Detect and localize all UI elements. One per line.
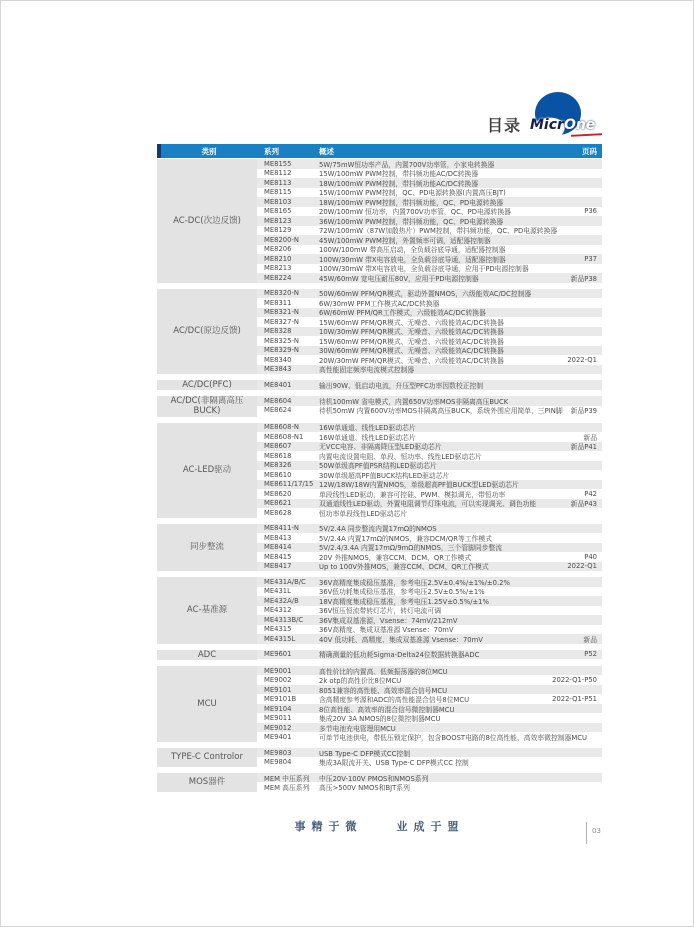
table-row: [257, 432, 602, 442]
table-row: [257, 442, 602, 452]
description-cell: 36W/100mW PWM控制，带抖频功能，QC、PD电源转换器: [319, 217, 504, 226]
series-cell: ME9601: [264, 650, 292, 659]
microne-logo: [530, 91, 606, 139]
table-section: [157, 650, 602, 660]
header-description: 概述: [319, 146, 334, 156]
table-row: [257, 207, 602, 217]
table-row: [257, 245, 602, 255]
table-row: [257, 615, 602, 625]
section-rows: [257, 577, 602, 644]
series-cell: ME4315: [264, 625, 292, 634]
section-rows: [257, 666, 602, 742]
table-row: [257, 298, 602, 308]
table-row: [257, 508, 602, 518]
series-cell: ME9401: [264, 733, 292, 741]
category-cell: TYPE-C Controlor: [157, 748, 257, 767]
description-cell: 无VCC电容、非隔离降压型LED驱动芯片: [319, 443, 442, 452]
series-cell: ME8329-N: [264, 346, 299, 355]
table-row: [257, 317, 602, 327]
series-cell: ME8311: [264, 298, 292, 307]
section-rows: [257, 159, 602, 283]
series-cell: ME8112: [264, 169, 292, 178]
description-cell: 5W/75mW恒功率产品，内置700V功率管，小家电转换器: [319, 160, 495, 169]
series-cell: ME8618: [264, 451, 292, 460]
table-row: [257, 543, 602, 553]
series-cell: ME8340: [264, 355, 292, 364]
description-cell: 2k otp的高性价比8位MCU: [319, 677, 402, 685]
series-cell: ME4315L: [264, 634, 296, 643]
series-cell: ME8326: [264, 461, 292, 470]
series-cell: ME8621: [264, 499, 292, 508]
series-cell: ME8608-N1: [264, 432, 304, 441]
description-cell: 精确测量的低功耗Sigma-Delta24位数据转换器ADC: [319, 651, 480, 660]
series-cell: ME8327-N: [264, 317, 299, 326]
description-cell: 5V/2.4A 内置17mΩ的NMOS，兼容DCM/QR等工作模式: [319, 534, 492, 543]
page-title: 目录: [487, 116, 522, 135]
slogan-right: 业成于盟: [396, 820, 465, 833]
description-cell: 30W/60mW PFM/QR模式、无噪音、六级能效AC/DC转换器: [319, 347, 504, 356]
series-cell: ME9104: [264, 704, 292, 713]
series-cell: MEM 高压系列: [264, 784, 310, 792]
series-cell: ME8401: [264, 380, 292, 389]
table-row: [257, 650, 602, 660]
description-cell: 36V集成双基准源，Vsense：74mV/212mV: [319, 616, 458, 625]
series-cell: ME8123: [264, 216, 292, 225]
table-row: [257, 380, 602, 390]
footer-slogan: [157, 818, 602, 834]
series-cell: ME8607: [264, 442, 292, 451]
series-cell: ME431L: [264, 587, 291, 596]
description-cell: 15W/60mW PFM/QR模式、无噪音、六级能效AC/DC转换器: [319, 318, 504, 327]
table-section: [157, 748, 602, 767]
table-row: [257, 666, 602, 676]
table-row: [257, 757, 602, 767]
page-cell: P42: [584, 489, 597, 498]
series-cell: ME431A/B/C: [264, 577, 306, 586]
description-cell: 高性能固定频率电流模式控制器: [319, 366, 415, 375]
table-sections: [157, 159, 602, 792]
table-row: [257, 625, 602, 635]
category-cell: AC/DC(PFC): [157, 380, 257, 390]
table-row: [257, 552, 602, 562]
description-cell: 72W/100mW（87W加散热片）PWM控制，带抖频功能，QC、PD电源转换器: [319, 227, 558, 236]
table-row: [257, 451, 602, 461]
table-row: [257, 308, 602, 318]
series-cell: ME8200-N: [264, 235, 299, 244]
description-cell: 12W/18W/18W内置NMOS，单级超高PF值BUCK型LED驱动芯片: [319, 481, 519, 490]
table-row: [257, 489, 602, 499]
table-section: [157, 396, 602, 416]
series-cell: ME8165: [264, 207, 292, 216]
series-cell: ME8328: [264, 327, 292, 336]
description-cell: 16W单通道、线性LED驱动芯片: [319, 433, 416, 442]
page-number-divider: [586, 822, 587, 844]
table-row: [257, 694, 602, 704]
table-row: [257, 773, 602, 783]
description-cell: 15W/60mW PFM/QR模式、无噪音、六级能效AC/DC转换器: [319, 337, 504, 346]
table-row: [257, 336, 602, 346]
series-cell: ME8210: [264, 254, 292, 263]
table-row: [257, 732, 602, 742]
section-rows: [257, 650, 602, 660]
description-cell: 36V高精度集成稳压基准，参考电压2.5V±0.4%/±1%/±0.2%: [319, 578, 510, 587]
series-cell: ME432A/B: [264, 596, 299, 605]
description-cell: 36V高精度、集成双基准源 Vsense：70mV: [319, 626, 454, 635]
description-cell: 100W/30mW 带X电容放电，全负载谷底导通，应用于PD电源控制器: [319, 265, 529, 274]
logo-text-one: One: [563, 117, 596, 133]
series-cell: ME8155: [264, 159, 292, 168]
description-cell: 双通道线性LED驱动，外置电阻调节灯珠电流，可以实现调光、调色功能: [319, 500, 537, 509]
category-cell: AC/DC(非隔离高压BUCK): [157, 396, 257, 416]
series-cell: ME8129: [264, 226, 292, 235]
series-cell: ME8628: [264, 508, 292, 517]
logo-text-micr: Micr: [530, 117, 564, 133]
table-row: [257, 499, 602, 509]
series-cell: ME9803: [264, 748, 292, 757]
table-row: [257, 587, 602, 597]
page-cell: 新品P39: [570, 407, 597, 416]
table-row: [257, 704, 602, 714]
table-row: [257, 577, 602, 587]
table-section: [157, 423, 602, 518]
table-section: [157, 524, 602, 572]
table-row: [257, 169, 602, 179]
table-row: [257, 713, 602, 723]
series-cell: ME8321-N: [264, 308, 299, 317]
table-row: [257, 226, 602, 236]
series-cell: ME8611/17/15: [264, 480, 314, 489]
table-row: [257, 782, 602, 792]
description-cell: 100W/30mW 带X电容放电，全负载谷底导通，适配器控制器: [319, 255, 506, 264]
table-row: [257, 346, 602, 356]
table-row: [257, 273, 602, 283]
page-cell: P36: [584, 207, 597, 216]
series-cell: ME8608-N: [264, 423, 299, 432]
description-cell: 36V低功耗集成稳压基准，参考电压2.5V±0.5%/±1%: [319, 588, 485, 597]
description-cell: 100W/100mW 带高压启动，全负载谷底导通，适配器控制器: [319, 246, 506, 255]
series-cell: ME8624: [264, 406, 292, 415]
section-rows: [257, 773, 602, 792]
logo-wordmark: [530, 117, 595, 133]
description-cell: 中压20V-100V PMOS和NMOS系列: [319, 774, 429, 783]
description-cell: 含高精度参考源和ADC的高性能混合信号8位MCU: [319, 696, 470, 704]
table-row: [257, 685, 602, 695]
table-row: [257, 178, 602, 188]
table-row: [257, 723, 602, 733]
page-cell: P37: [584, 254, 597, 263]
page-cell: 新品P41: [570, 443, 597, 452]
series-cell: ME8604: [264, 396, 292, 405]
description-cell: 5V/2.4/3.4A 内置17mΩ/9mΩ的NMOS，三个管脚同步整流: [319, 544, 503, 553]
description-cell: 可单节电池供电，带低压锁定保护，包含BOOST电路的8位高性能、高效率微控制器MCU: [319, 734, 587, 742]
description-cell: 36V恒压恒流带转灯芯片，转灯电流可调: [319, 607, 442, 616]
table-section: [157, 666, 602, 742]
table-row: [257, 634, 602, 644]
series-cell: ME9101B: [264, 695, 297, 703]
series-cell: ME9804: [264, 758, 292, 766]
description-cell: 10W/30mW PFM/QR模式、无噪音、六级能效AC/DC转换器: [319, 328, 504, 337]
description-cell: 待机100mW 省电模式，内置650V功率MOS非隔离高压BUCK: [319, 397, 509, 406]
section-rows: [257, 396, 602, 416]
table-row: [257, 327, 602, 337]
table-row: [257, 396, 602, 406]
table-section: [157, 380, 602, 390]
page-cell: 新品P43: [570, 500, 597, 509]
description-cell: 单段线性LED驱动，兼容可控硅、PWM、模拟调光，带恒功率: [319, 490, 506, 499]
series-cell: ME8417: [264, 562, 292, 571]
table-row: [257, 748, 602, 758]
series-cell: ME8113: [264, 178, 292, 187]
description-cell: 15W/100mW PWM控制，带抖频功能AC/DC转换器: [319, 170, 479, 179]
table-row: [257, 423, 602, 433]
series-cell: ME8115: [264, 188, 292, 197]
table-row: [257, 562, 602, 572]
table-row: [257, 675, 602, 685]
description-cell: 输出90W、低启动电流，升压型PFC功率因数校正控制: [319, 381, 484, 390]
description-cell: 集成3A限流开关、USB Type-C DFP模式CC 控制: [319, 759, 469, 767]
category-cell: 同步整流: [157, 524, 257, 572]
table-of-contents: [157, 144, 602, 792]
description-cell: 50W/60mW PFM/QR模式，驱动外置NMOS，六级能效AC/DC控制器: [319, 290, 532, 299]
description-cell: 18W/100mW PWM控制，带抖频功能，QC、PD电源转换器: [319, 198, 504, 207]
section-rows: [257, 524, 602, 572]
description-cell: 50W单级高PF值PSR结构LED驱动芯片: [319, 462, 437, 471]
series-cell: ME4312: [264, 606, 292, 615]
description-cell: 20W/100mW 恒功率，内置700V功率管，QC、PD电源转换器: [319, 208, 511, 217]
page-cell: 新品: [583, 433, 597, 442]
description-cell: 5V/2.4A 同步整流内置17mΩ的NMOS: [319, 525, 437, 534]
page-cell: 2022-Q1: [567, 562, 597, 571]
table-row: [257, 355, 602, 365]
description-cell: Up to 100V外推MOS，兼容CCM、DCM、QR工作模式: [319, 563, 489, 572]
series-cell: ME8620: [264, 489, 292, 498]
series-cell: ME9012: [264, 723, 292, 732]
description-cell: 6W/30mW PFM工作模式AC/DC转换器: [319, 299, 440, 308]
table-row: [257, 470, 602, 480]
series-cell: ME8213: [264, 264, 292, 273]
table-section: [157, 159, 602, 283]
table-row: [257, 533, 602, 543]
description-cell: USB Type-C DFP模式CC控制: [319, 749, 411, 758]
table-row: [257, 254, 602, 264]
series-cell: MEM 中压系列: [264, 774, 310, 783]
table-row: [257, 264, 602, 274]
section-rows: [257, 748, 602, 767]
section-rows: [257, 380, 602, 390]
series-cell: ME8206: [264, 245, 292, 254]
description-cell: 20W/30mW PFM/QR模式、无噪音、六级能效AC/DC转换器: [319, 356, 504, 365]
series-cell: ME3843: [264, 365, 292, 374]
series-cell: ME8224: [264, 273, 292, 282]
table-section: [157, 773, 602, 792]
header-page: 页码: [582, 146, 597, 156]
series-cell: ME8103: [264, 197, 292, 206]
table-row: [257, 406, 602, 416]
table-row: [257, 197, 602, 207]
slogan-left: 事精于微: [294, 820, 363, 833]
series-cell: ME9002: [264, 676, 292, 684]
category-cell: MOS器件: [157, 773, 257, 792]
series-cell: ME8610: [264, 470, 292, 479]
description-cell: 45W/100mW PWM控制，外置频率可调，适配器控制器: [319, 236, 491, 245]
description-cell: 40V 低功耗、高精度、集成双基准源 Vsense：70mV: [319, 635, 483, 644]
series-cell: ME9011: [264, 714, 292, 722]
table-row: [257, 216, 602, 226]
series-cell: ME8411-N: [264, 524, 299, 533]
table-header-row: [157, 144, 602, 158]
table-row: [257, 461, 602, 471]
table-row: [257, 365, 602, 375]
table-section: [157, 577, 602, 644]
page-cell: 新品: [583, 635, 597, 644]
description-cell: 待机50mW 内置600V功率MOS非隔离高压BUCK，系统外围应用简单，三PIN脚: [319, 407, 563, 416]
description-cell: 16W单通道、线性LED驱动芯片: [319, 424, 416, 433]
description-cell: 20V 外推NMOS，兼容CCM、DCM、QR工作模式: [319, 553, 472, 562]
description-cell: 集成20V 3A NMOS的8位微控制器MCU: [319, 715, 441, 723]
section-rows: [257, 289, 602, 375]
series-cell: ME9101: [264, 685, 292, 694]
description-cell: 高压>500V NMOS和BJT系列: [319, 784, 410, 792]
header-category: 类别: [201, 146, 217, 156]
page-cell: 2022-Q1: [567, 355, 597, 364]
category-cell: MCU: [157, 666, 257, 742]
series-cell: ME4313B/C: [264, 615, 304, 624]
table-row: [257, 159, 602, 169]
description-cell: 18W/100mW PWM控制，带抖频功能AC/DC转换器: [319, 179, 479, 188]
description-cell: 多节电池充电管理用MCU: [319, 724, 396, 733]
table-row: [257, 188, 602, 198]
logo-red-underline: [571, 133, 602, 137]
category-cell: AC-DC(次边反馈): [157, 159, 257, 283]
description-cell: 6W/60mW PFM/QR工作模式，六级能效AC/DC转换器: [319, 309, 486, 318]
header-series: 系列: [264, 146, 279, 156]
table-row: [257, 606, 602, 616]
description-cell: 18V高精度集成稳压基准，参考电压1.25V±0.5%/±1%: [319, 597, 489, 606]
page-cell: P52: [584, 650, 597, 659]
description-cell: 45W/60mW 宽电压耐压80V，应用于PD电源控制器: [319, 274, 479, 283]
series-cell: ME9001: [264, 666, 292, 675]
description-cell: 内置电流设置电阻、单段、恒功率、线性LED驱动芯片: [319, 452, 482, 461]
table-row: [257, 524, 602, 534]
series-cell: ME8414: [264, 543, 292, 552]
series-cell: ME8413: [264, 533, 292, 542]
table-row: [257, 235, 602, 245]
table-section: [157, 289, 602, 375]
description-cell: 8051兼容的高性能、高效率混合信号MCU: [319, 686, 448, 695]
category-cell: AC/DC(原边反馈): [157, 289, 257, 375]
description-cell: 8位高性能、高效率的混合信号微控制器MCU: [319, 705, 455, 714]
table-row: [257, 289, 602, 299]
section-rows: [257, 423, 602, 518]
description-cell: 15W/100mW PWM控制，QC、PD电源转换器(内置高压BJT): [319, 189, 506, 198]
page-cell: 2022-Q1-P51: [552, 695, 597, 703]
description-cell: 恒功率单段线性LED驱动芯片: [319, 509, 408, 518]
description-cell: 高性价比的内置高、低频振荡器的8位MCU: [319, 667, 448, 676]
page-cell: 新品P38: [570, 274, 597, 283]
page-number: 03: [592, 827, 601, 835]
series-cell: ME8325-N: [264, 336, 299, 345]
page-cell: P40: [584, 552, 597, 561]
category-cell: AC-LED驱动: [157, 423, 257, 518]
category-cell: ADC: [157, 650, 257, 660]
category-cell: AC-基准源: [157, 577, 257, 644]
page-cell: 2022-Q1-P50: [552, 676, 597, 684]
description-cell: 30W单级超高PF值BUCK结构LED驱动芯片: [319, 471, 450, 480]
table-row: [257, 596, 602, 606]
series-cell: ME8320-N: [264, 289, 299, 298]
series-cell: ME8415: [264, 552, 292, 561]
table-row: [257, 480, 602, 490]
